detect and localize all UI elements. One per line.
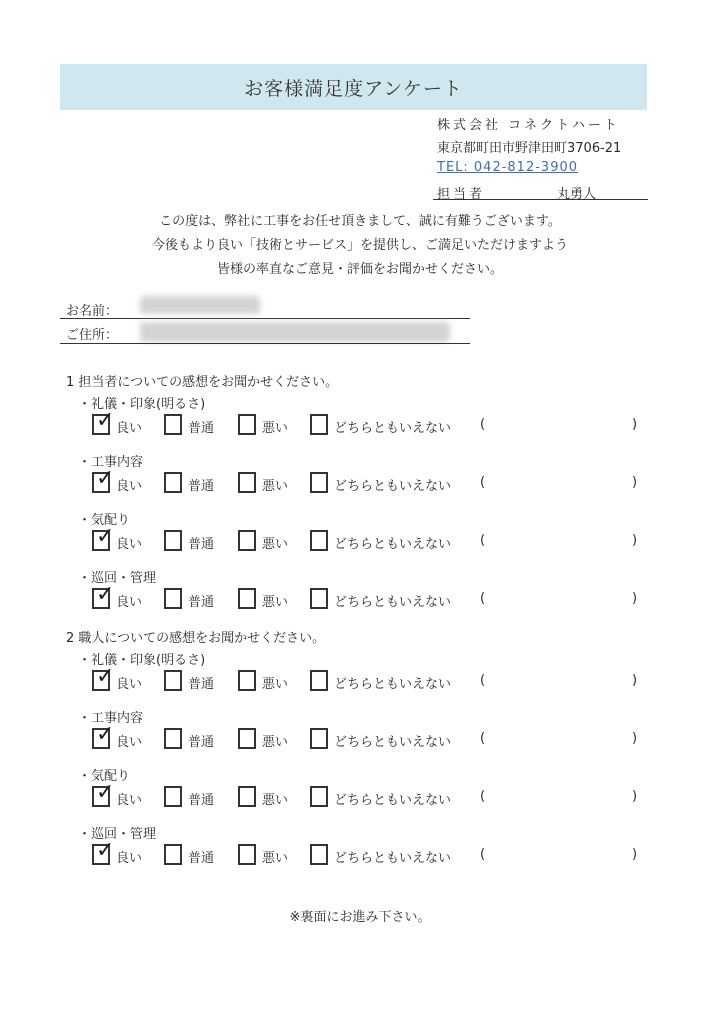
- intro-line-1: この度は、弊社に工事をお任せ頂きまして、誠に有難うございます。: [159, 214, 561, 229]
- check-mark-icon: ✓: [96, 722, 115, 747]
- rep-label: 担当者: [437, 187, 486, 202]
- option-label: どちらともいえない: [334, 677, 452, 692]
- check-mark-icon: ✓: [96, 838, 115, 863]
- address-line: [60, 343, 470, 344]
- answer-row: [92, 780, 652, 810]
- option-label: 良い: [116, 537, 143, 552]
- option-label: 悪い: [262, 537, 289, 552]
- comment-paren-close: ): [632, 533, 638, 548]
- answer-row: [92, 408, 652, 438]
- check-mark-icon: ✓: [96, 780, 115, 805]
- footer-note: ※裏面にお進み下さい。: [289, 910, 431, 925]
- checkbox-option-3[interactable]: [238, 530, 256, 551]
- option-label: 良い: [116, 793, 143, 808]
- intro-line-2: 今後もより良い「技術とサービス」を提供し、ご満足いただけますよう: [151, 238, 568, 253]
- question-title: ・気配り: [78, 769, 131, 784]
- option-label: 良い: [116, 851, 143, 866]
- comment-paren-close: ): [632, 591, 638, 606]
- checkbox-option-2[interactable]: [164, 414, 182, 435]
- comment-paren-close: ): [632, 417, 638, 432]
- option-label: どちらともいえない: [334, 537, 452, 552]
- comment-paren-close: ): [632, 789, 638, 804]
- check-mark-icon: ✓: [96, 582, 115, 607]
- checkbox-option-4[interactable]: [310, 844, 328, 865]
- address-label: ご住所：: [66, 328, 119, 343]
- checkbox-option-1[interactable]: [92, 780, 115, 807]
- check-mark-icon: ✓: [96, 408, 115, 433]
- answer-row: [92, 524, 652, 554]
- comment-paren-open: (: [480, 673, 486, 688]
- option-label: 普通: [188, 421, 215, 436]
- survey-title: お客様満足度アンケート: [60, 64, 647, 110]
- checkbox-option-4[interactable]: [310, 530, 328, 551]
- option-label: 悪い: [262, 595, 289, 610]
- checkbox-option-3[interactable]: [238, 786, 256, 807]
- question-title: ・礼儀・印象(明るさ): [78, 397, 206, 412]
- comment-paren-open: (: [480, 789, 486, 804]
- comment-paren-close: ): [632, 475, 638, 490]
- checkbox-option-2[interactable]: [164, 728, 182, 749]
- option-label: 悪い: [262, 793, 289, 808]
- option-label: どちらともいえない: [334, 851, 452, 866]
- check-mark-icon: ✓: [96, 466, 115, 491]
- comment-paren-open: (: [480, 475, 486, 490]
- checkbox-option-3[interactable]: [238, 472, 256, 493]
- option-label: 良い: [116, 479, 143, 494]
- option-label: 悪い: [262, 479, 289, 494]
- option-label: どちらともいえない: [334, 595, 452, 610]
- checkbox-option-2[interactable]: [164, 844, 182, 865]
- checkbox-option-1[interactable]: [92, 664, 115, 691]
- question-title: ・巡回・管理: [78, 827, 157, 842]
- checkbox-option-3[interactable]: [238, 844, 256, 865]
- option-label: どちらともいえない: [334, 421, 452, 436]
- checkbox-option-1[interactable]: [92, 524, 115, 551]
- checkbox-option-1[interactable]: [92, 582, 115, 609]
- option-label: 悪い: [262, 677, 289, 692]
- checkbox-option-4[interactable]: [310, 786, 328, 807]
- question-title: ・巡回・管理: [78, 571, 157, 586]
- question-title: ・工事内容: [78, 711, 144, 726]
- comment-paren-close: ): [632, 673, 638, 688]
- checkbox-option-3[interactable]: [238, 728, 256, 749]
- checkbox-option-1[interactable]: [92, 722, 115, 749]
- check-mark-icon: ✓: [96, 664, 115, 689]
- company-address: 東京都町田市野津田町3706-21: [437, 141, 622, 156]
- checkbox-option-2[interactable]: [164, 786, 182, 807]
- checkbox-option-4[interactable]: [310, 670, 328, 691]
- name-value-redacted[interactable]: [140, 296, 260, 314]
- comment-paren-close: ): [632, 731, 638, 746]
- comment-paren-open: (: [480, 533, 486, 548]
- answer-row: [92, 582, 652, 612]
- option-label: 普通: [188, 851, 215, 866]
- intro-line-3: 皆様の率直なご意見・評価をお聞かせください。: [216, 262, 503, 277]
- option-label: 悪い: [262, 735, 289, 750]
- rep-name: 丸勇人: [557, 187, 597, 202]
- comment-paren-open: (: [480, 731, 486, 746]
- option-label: 良い: [116, 595, 143, 610]
- checkbox-option-2[interactable]: [164, 472, 182, 493]
- option-label: 普通: [188, 537, 215, 552]
- comment-paren-close: ): [632, 847, 638, 862]
- comment-paren-open: (: [480, 591, 486, 606]
- answer-row: [92, 466, 652, 496]
- option-label: 普通: [188, 595, 215, 610]
- check-mark-icon: ✓: [96, 524, 115, 549]
- checkbox-option-3[interactable]: [238, 414, 256, 435]
- answer-row: [92, 838, 652, 868]
- checkbox-option-3[interactable]: [238, 588, 256, 609]
- checkbox-option-4[interactable]: [310, 472, 328, 493]
- question-title: ・工事内容: [78, 455, 144, 470]
- checkbox-option-4[interactable]: [310, 414, 328, 435]
- option-label: 普通: [188, 793, 215, 808]
- name-label: お名前：: [66, 304, 119, 319]
- option-label: 普通: [188, 735, 215, 750]
- option-label: 良い: [116, 421, 143, 436]
- checkbox-option-1[interactable]: [92, 466, 115, 493]
- checkbox-option-1[interactable]: [92, 408, 115, 435]
- company-tel[interactable]: TEL: 042-812-3900: [437, 160, 579, 175]
- checkbox-option-2[interactable]: [164, 530, 182, 551]
- rep-divider: [433, 199, 648, 200]
- comment-paren-open: (: [480, 847, 486, 862]
- section-title-2: 2 職人についての感想をお聞かせください。: [66, 631, 326, 646]
- option-label: 悪い: [262, 851, 289, 866]
- option-label: 良い: [116, 735, 143, 750]
- checkbox-option-4[interactable]: [310, 588, 328, 609]
- question-title: ・気配り: [78, 513, 131, 528]
- company-name: 株式会社 コネクトハート: [437, 118, 620, 133]
- question-title: ・礼儀・印象(明るさ): [78, 653, 206, 668]
- option-label: どちらともいえない: [334, 735, 452, 750]
- checkbox-option-1[interactable]: [92, 838, 115, 865]
- option-label: 普通: [188, 677, 215, 692]
- comment-paren-open: (: [480, 417, 486, 432]
- name-line: [60, 318, 470, 319]
- option-label: どちらともいえない: [334, 793, 452, 808]
- address-value-redacted[interactable]: [140, 322, 450, 342]
- answer-row: [92, 664, 652, 694]
- section-title-1: 1 担当者についての感想をお聞かせください。: [66, 375, 339, 390]
- answer-row: [92, 722, 652, 752]
- option-label: 悪い: [262, 421, 289, 436]
- checkbox-option-2[interactable]: [164, 670, 182, 691]
- checkbox-option-3[interactable]: [238, 670, 256, 691]
- option-label: 普通: [188, 479, 215, 494]
- option-label: どちらともいえない: [334, 479, 452, 494]
- checkbox-option-2[interactable]: [164, 588, 182, 609]
- option-label: 良い: [116, 677, 143, 692]
- checkbox-option-4[interactable]: [310, 728, 328, 749]
